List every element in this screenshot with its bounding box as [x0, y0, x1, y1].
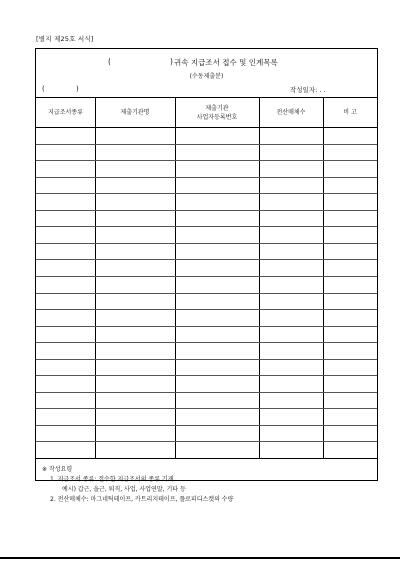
table-row — [36, 177, 377, 178]
page-bottom-rule — [0, 557, 400, 559]
table-row — [36, 375, 377, 376]
column-divider — [323, 98, 324, 458]
column-header-remarks: 비 고 — [343, 109, 357, 116]
table-row — [36, 144, 377, 145]
column-header-media-count: 전산매체수 — [276, 109, 306, 116]
form-frame — [35, 48, 378, 503]
table-row — [36, 359, 377, 360]
instruction-item-1-example: 예시) 갑근, 을근, 퇴직, 사업, 사업연말, 기타 등 — [62, 486, 186, 493]
table-row — [36, 160, 377, 161]
column-divider — [175, 98, 176, 458]
org-close-paren: ) — [76, 85, 79, 93]
table-row — [36, 441, 377, 442]
receipt-table — [36, 97, 377, 459]
table-row — [36, 408, 377, 409]
table-row — [36, 276, 377, 277]
table-row — [36, 293, 377, 294]
table-row — [36, 342, 377, 343]
table-row — [36, 259, 377, 260]
table-row — [36, 193, 377, 194]
table-row — [36, 326, 377, 327]
table-row — [36, 392, 377, 393]
column-header-institution: 제출기관명 — [120, 109, 150, 116]
instructions — [42, 465, 233, 505]
table-row — [36, 210, 377, 211]
title-year-open-paren: ( — [108, 57, 111, 66]
column-header-type: 지급조서종류 — [48, 109, 83, 116]
header-divider — [36, 127, 377, 128]
table-row — [36, 226, 377, 227]
instruction-item-1: 1. 지급조서 종류: 접수한 지급조서의 종류 기재 — [50, 476, 174, 483]
form-number-label: [별지 제25호 서식] — [36, 35, 94, 43]
table-row — [36, 425, 377, 426]
column-divider — [259, 98, 260, 458]
title-text: 귀속 지급조서 접수 및 인계목록 — [174, 58, 278, 67]
table-row — [36, 309, 377, 310]
title-year-close-paren: ) — [170, 57, 173, 66]
column-divider — [95, 98, 96, 458]
form-subtitle: (수동제출분) — [189, 73, 224, 80]
instructions-heading: ※ 작성요령 — [42, 466, 73, 473]
instruction-item-2: 2. 전산매체수: 마그네틱테이프, 카트리지테이프, 플로피디스켓의 수량 — [50, 496, 234, 503]
organization-field — [42, 85, 79, 93]
org-open-paren: ( — [42, 85, 45, 93]
date-field: 작성일자: . . — [290, 86, 326, 94]
column-header-business-number: 제출기관 사업자등록번호 — [196, 104, 238, 121]
table-row — [36, 243, 377, 244]
